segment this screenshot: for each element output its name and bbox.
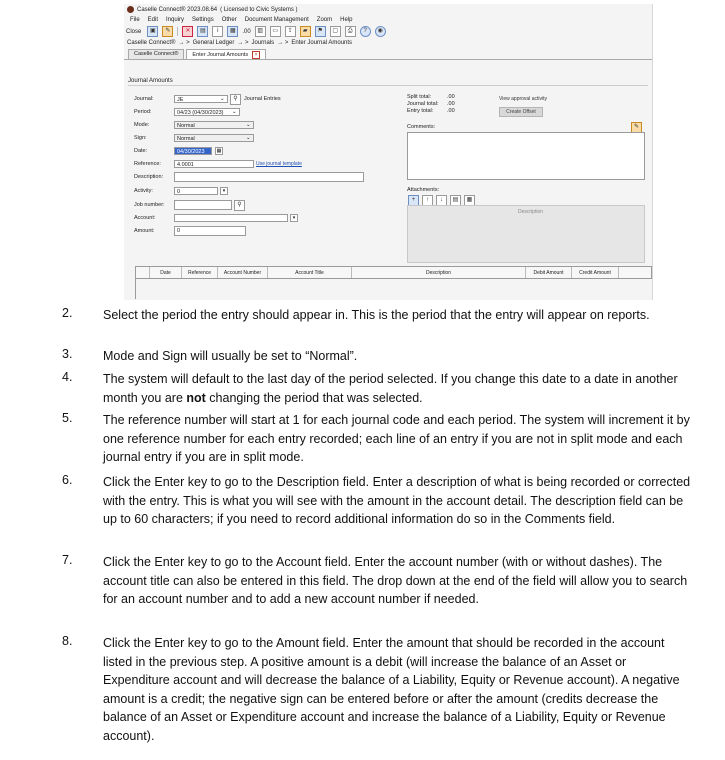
notes-icon[interactable]: ✎ xyxy=(631,122,642,133)
calendar-icon[interactable]: ▦ xyxy=(216,148,222,154)
account-label: Account: xyxy=(134,215,156,221)
job-number-label: Job number: xyxy=(134,202,165,208)
mode-select[interactable]: Normal xyxy=(174,121,254,129)
menu-inquiry[interactable]: Inquiry xyxy=(166,17,185,23)
view-attachment-icon[interactable]: ▦ xyxy=(464,195,475,206)
menu-bar xyxy=(124,15,652,25)
journal-total-label: Journal total: xyxy=(407,101,439,107)
entries-grid-header xyxy=(135,266,652,279)
grid-col-account-number[interactable]: Account Number xyxy=(218,267,268,278)
move-down-icon[interactable]: ↓ xyxy=(436,195,447,206)
description-input[interactable] xyxy=(174,172,364,182)
activity-dropdown-icon[interactable]: ▾ xyxy=(220,187,228,195)
comments-textarea[interactable] xyxy=(407,132,645,180)
print-icon[interactable]: ⎙ xyxy=(345,26,356,37)
comments-label: Comments: xyxy=(407,124,436,130)
breadcrumb-separator: → > xyxy=(178,40,190,46)
step-text: The reference number will start at 1 for each journal code and each period. The system will increment it by one reference number for each entry recorded; each line of an entry if you are not in split mode and each journal entry if you are in split mode. xyxy=(103,413,690,464)
app-screenshot xyxy=(124,4,653,300)
move-up-icon[interactable]: ↑ xyxy=(422,195,433,206)
period-label: Period: xyxy=(134,109,152,115)
step-number: 7. xyxy=(62,553,73,567)
grid-col-reference[interactable]: Reference xyxy=(182,267,218,278)
grid-col-credit-amount[interactable]: Credit Amount xyxy=(572,267,619,278)
approval-activity-link[interactable]: View approval activity xyxy=(499,96,547,102)
step-number: 3. xyxy=(62,347,73,361)
amount-label: Amount: xyxy=(134,228,155,234)
home-icon[interactable]: ▣ xyxy=(147,26,158,37)
step-text: The system will default to the last day of the period selected. If you change this date to a date in another month you are not changing the period that was selected. xyxy=(103,372,678,405)
entry-total-value: .00 xyxy=(447,108,455,114)
step-text: Click the Enter key to go to the Amount field. Enter the amount that should be recorded in the account listed in the previous step. A positive amount is a debit (will increase the balance of an Asset or Expenditure account and will decrease the balance of a Liability, Equity or Revenue account). A negative amount is a credit; the negative sign can be entered before or after the amount (credits decrease the balance of an Asset or Expenditure account and increase the balance of a Liability, Equity or Revenue account). xyxy=(103,636,680,743)
flag-icon[interactable]: ⚑ xyxy=(315,26,326,37)
binoculars-icon[interactable]: ⚲ xyxy=(230,94,241,105)
section-title: Journal Amounts xyxy=(128,78,173,84)
step-text: Mode and Sign will usually be set to “Normal”. xyxy=(103,349,358,363)
add-attachment-icon[interactable]: + xyxy=(408,195,419,206)
menu-settings[interactable]: Settings xyxy=(192,17,214,23)
license-text: ( Licensed to Civic Systems ) xyxy=(220,6,298,13)
grid-col-filler xyxy=(619,267,649,278)
journal-template-link[interactable]: Use journal template xyxy=(256,161,302,167)
date-input[interactable]: 04/30/2023 xyxy=(174,147,212,155)
attachments-list[interactable] xyxy=(407,205,645,263)
export-icon[interactable]: ⇪ xyxy=(285,26,296,37)
toolbar-separator xyxy=(177,27,178,36)
attachments-description-header: Description xyxy=(518,209,544,215)
mode-label: Mode: xyxy=(134,122,150,128)
split-total-value: .00 xyxy=(447,94,455,100)
period-select[interactable]: 04/23 (04/30/2023) xyxy=(174,108,240,116)
account-dropdown-icon[interactable]: ▾ xyxy=(290,214,298,222)
activity-input[interactable]: 0 xyxy=(174,187,218,195)
tab-label: Enter Journal Amounts xyxy=(192,51,249,58)
menu-zoom[interactable]: Zoom xyxy=(316,17,333,23)
clipboard-icon[interactable]: ▢ xyxy=(330,26,341,37)
save-icon[interactable]: ▤ xyxy=(197,26,208,37)
journal-label: Journal: xyxy=(134,96,154,102)
breadcrumb-journals[interactable]: Journals xyxy=(251,40,275,46)
breadcrumb-general-ledger[interactable]: General Ledger xyxy=(192,40,235,46)
tab-strip xyxy=(124,48,652,60)
info-icon[interactable]: i xyxy=(212,26,223,37)
menu-edit[interactable]: Edit xyxy=(147,17,159,23)
split-total-label: Split total: xyxy=(407,94,432,100)
close-button[interactable]: Close xyxy=(126,28,142,35)
grid-row-selector xyxy=(136,267,150,278)
chevron-down-icon: ⌄ xyxy=(246,122,251,128)
description-label: Description: xyxy=(134,174,164,180)
step-text: Click the Enter key to go to the Description field. Enter a description of what is being recorded or corrected with the entry. This is what you will see with the amount in the account detail. The description field can be up to 60 characters; if you need to record additional information do so in the Comments field. xyxy=(103,475,691,526)
journal-description: Journal Entries xyxy=(244,96,281,102)
tab-caselle-connect[interactable]: Caselle Connect® xyxy=(128,49,184,59)
binoculars-icon[interactable]: ⚲ xyxy=(234,200,245,211)
window-title: Caselle Connect® 2023.08.64 xyxy=(137,6,218,13)
step-number: 2. xyxy=(62,306,73,320)
edit-icon[interactable]: ✎ xyxy=(162,26,173,37)
breadcrumb-root[interactable]: Caselle Connect® xyxy=(127,40,176,46)
tab-enter-journal-amounts[interactable] xyxy=(186,49,266,59)
reference-label: Reference: xyxy=(134,161,161,167)
chevron-down-icon: ⌄ xyxy=(232,109,237,115)
activity-label: Activity: xyxy=(134,188,153,194)
step-number: 5. xyxy=(62,411,73,425)
folder-icon[interactable]: ▰ xyxy=(300,26,311,37)
toolbar xyxy=(124,25,652,38)
support-icon[interactable]: ◉ xyxy=(375,26,386,37)
job-number-input[interactable] xyxy=(174,200,232,210)
grid-col-date[interactable]: Date xyxy=(150,267,182,278)
step-text: Click the Enter key to go to the Account field. Enter the account number (with or without dashes). The account title can also be entered in this field. The drop down at the end of the field will allow you to search for an account number and to add a new account number if needed. xyxy=(103,555,688,606)
emphasis: not xyxy=(186,390,206,405)
decimal-button[interactable]: .00 xyxy=(242,28,251,35)
breadcrumb-enter-journal-amounts[interactable]: Enter Journal Amounts xyxy=(291,40,353,46)
menu-help[interactable]: Help xyxy=(340,17,353,23)
chevron-down-icon: ⌄ xyxy=(220,96,225,102)
menu-file[interactable]: File xyxy=(130,17,140,23)
title-bar xyxy=(124,4,652,15)
step-number: 6. xyxy=(62,473,73,487)
step-text: Select the period the entry should appear in. This is the period that the entry will appear on reports. xyxy=(103,308,650,322)
journal-total-value: .00 xyxy=(447,101,455,107)
create-offset-button[interactable]: Create Offset xyxy=(499,107,543,117)
amount-input[interactable]: 0 xyxy=(174,226,246,236)
sign-label: Sign: xyxy=(134,135,147,141)
grid-col-description[interactable]: Description xyxy=(352,267,526,278)
breadcrumb-separator: → > xyxy=(277,40,289,46)
close-tab-icon[interactable]: × xyxy=(252,51,260,59)
grid-icon[interactable]: ▥ xyxy=(255,26,266,37)
sign-select[interactable]: Normal xyxy=(174,134,254,142)
step-number: 4. xyxy=(62,370,73,384)
grid-col-account-title[interactable]: Account Title xyxy=(268,267,352,278)
cut-icon[interactable]: ✕ xyxy=(182,26,193,37)
chevron-down-icon: ⌄ xyxy=(246,135,251,141)
breadcrumb xyxy=(124,38,652,48)
attachments-label: Attachments: xyxy=(407,187,440,193)
menu-document-management[interactable]: Document Management xyxy=(244,17,309,23)
help-icon[interactable]: ? xyxy=(360,26,371,37)
account-input[interactable] xyxy=(174,214,288,222)
menu-other[interactable]: Other xyxy=(221,17,237,23)
date-label: Date: xyxy=(134,148,148,154)
section-divider xyxy=(128,85,648,86)
window-icon[interactable]: ▭ xyxy=(270,26,281,37)
journal-select[interactable]: JE xyxy=(174,95,228,103)
app-logo-icon xyxy=(127,6,134,13)
step-number: 8. xyxy=(62,634,73,648)
scan-icon[interactable]: ▤ xyxy=(450,195,461,206)
breadcrumb-separator: → > xyxy=(237,40,249,46)
calculator-icon[interactable]: ▦ xyxy=(227,26,238,37)
entry-total-label: Entry total: xyxy=(407,108,434,114)
grid-col-debit-amount[interactable]: Debit Amount xyxy=(526,267,572,278)
grid-border xyxy=(135,277,136,299)
reference-input[interactable]: 4.0001 xyxy=(174,160,254,168)
